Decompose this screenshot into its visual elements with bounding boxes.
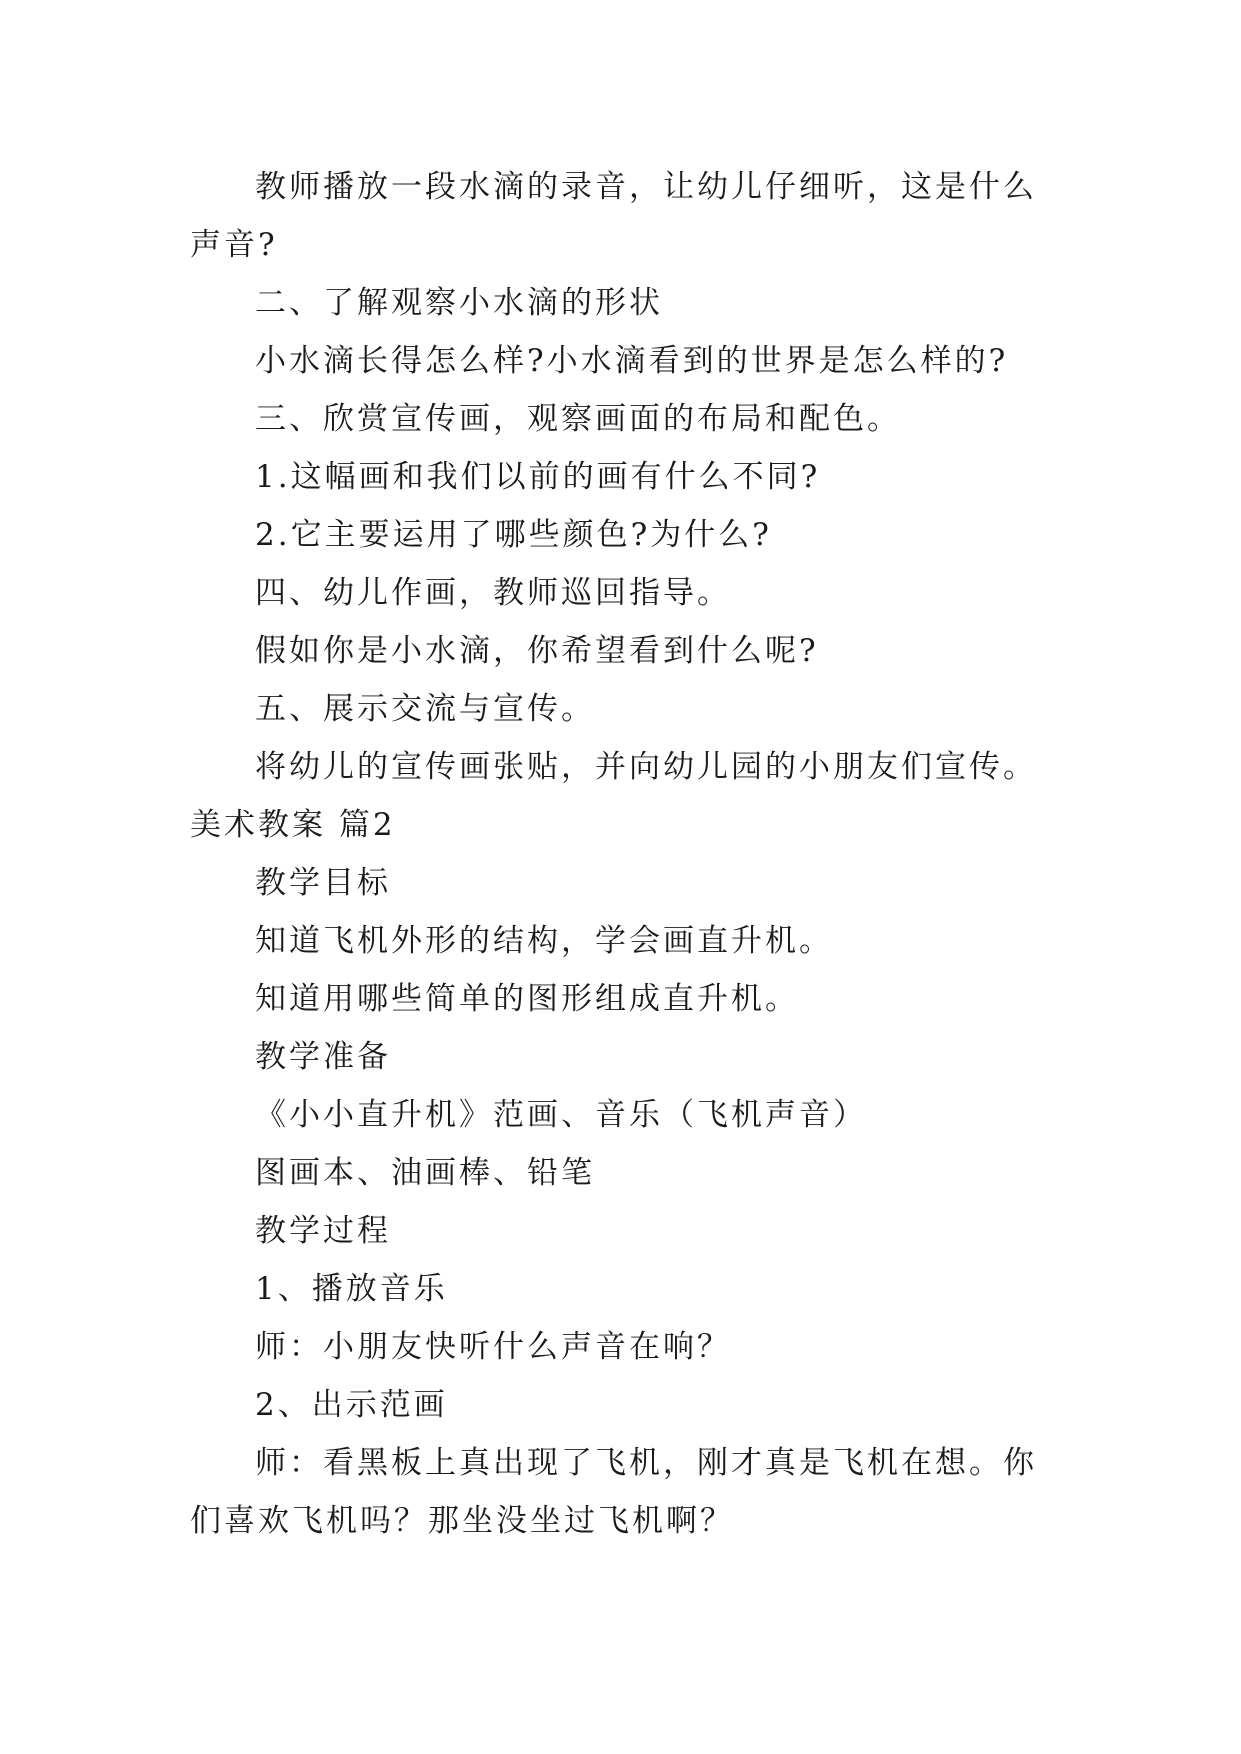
paragraph-intro-recording: 教师播放一段水滴的录音，让幼儿仔细听，这是什么声音? xyxy=(190,169,1037,263)
section-heading-children-draw: 四、幼儿作画，教师巡回指导。 xyxy=(255,575,731,611)
preparation-item-1: 《小小直升机》范画、音乐（飞机声音） xyxy=(255,1097,867,1133)
teacher-line-1: 师：小朋友快听什么声音在响？ xyxy=(255,1329,731,1365)
goal-item-2: 知道用哪些简单的图形组成直升机。 xyxy=(255,981,799,1017)
paragraph-droplet-question: 小水滴长得怎么样?小水滴看到的世界是怎么样的? xyxy=(255,343,1009,379)
preparation-item-2: 图画本、油画棒、铅笔 xyxy=(255,1155,595,1191)
heading-teaching-process: 教学过程 xyxy=(255,1213,391,1249)
list-item-question-2: 2.它主要运用了哪些颜色?为什么? xyxy=(255,517,772,553)
section-heading-observe-droplet: 二、了解观察小水滴的形状 xyxy=(255,285,663,321)
section-heading-appreciate-poster: 三、欣赏宣传画，观察画面的布局和配色。 xyxy=(255,401,901,437)
paragraph-droplet-wish: 假如你是小水滴，你希望看到什么呢? xyxy=(255,633,819,669)
paragraph-post-paintings: 将幼儿的宣传画张贴，并向幼儿园的小朋友们宣传。 xyxy=(255,749,1037,785)
process-step-1: 1、播放音乐 xyxy=(255,1271,448,1307)
lesson-title: 美术教案 篇2 xyxy=(190,807,396,843)
process-step-2: 2、出示范画 xyxy=(255,1387,448,1423)
teacher-line-2: 师：看黑板上真出现了飞机，刚才真是飞机在想。你们喜欢飞机吗？那坐没坐过飞机啊？ xyxy=(190,1445,1037,1539)
goal-item-1: 知道飞机外形的结构，学会画直升机。 xyxy=(255,923,833,959)
list-item-question-1: 1.这幅画和我们以前的画有什么不同? xyxy=(255,459,821,495)
section-heading-show-exchange: 五、展示交流与宣传。 xyxy=(255,691,595,727)
heading-teaching-preparation: 教学准备 xyxy=(255,1039,391,1075)
document-body xyxy=(190,158,1062,1550)
heading-teaching-goals: 教学目标 xyxy=(255,865,391,901)
